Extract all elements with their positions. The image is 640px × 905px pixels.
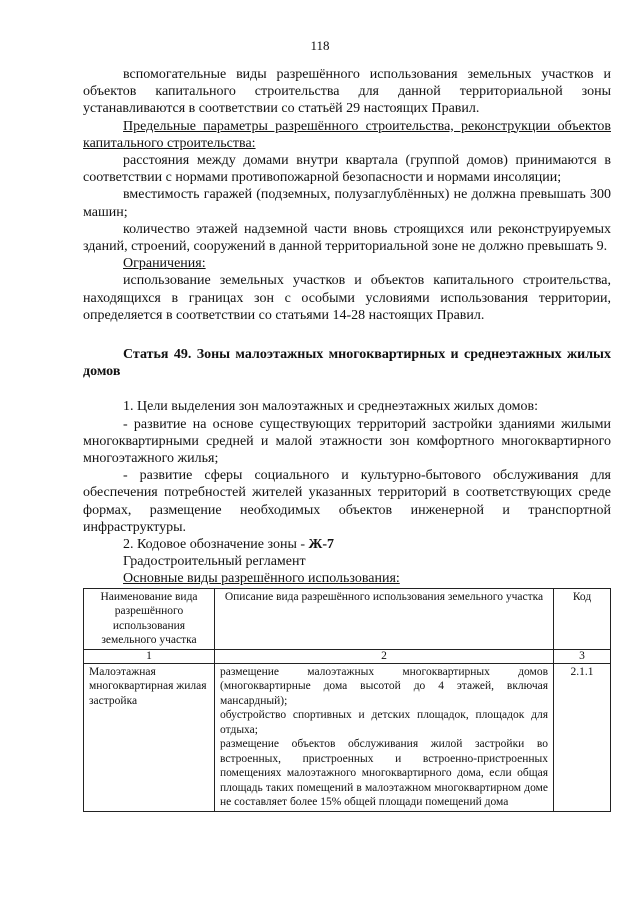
paragraph-floor-count: количество этажей надземной части вновь строящихся или реконструируемых зданий, строений, сооружений в данной территориальной зоне не должно превышать 9. — [83, 221, 611, 255]
paragraph-auxiliary-uses: вспомогательные виды разрешённого использования земельных участков и объектов капитального строительства для данной территориальной зоны устанавливаются в соответствии со статьёй 29 настоящих Правил. — [83, 67, 611, 117]
limit-params-heading: Предельные параметры разрешённого строительства, реконструкции объектов капитального строительства: — [83, 118, 611, 151]
header-name: Наименование вида разрешённого использования земельного участка — [84, 588, 215, 649]
paragraph-house-distances: расстояния между домами внутри квартала (группой домов) принимаются в соответствии с нормами противопожарной безопасности и нормами инсоляции; — [83, 153, 611, 186]
restrictions-heading: Ограничения: — [123, 256, 206, 272]
document-body — [83, 66, 611, 812]
header-code: Код — [554, 588, 611, 649]
paragraph-restrictions: использование земельных участков и объектов капитального строительства, находящихся в границах зон с особыми условиями использования территории, определяется в соответствии со статьями 14-28 настоящих Правил. — [83, 273, 611, 323]
table-header-row — [84, 588, 611, 649]
goals-title: 1. Цели выделения зон малоэтажных и среднеэтажных жилых домов: — [123, 399, 538, 415]
table-column-number-row — [84, 649, 611, 663]
description-line-2: обустройство спортивных и детских площадок, площадок для отдыха; — [220, 709, 548, 736]
paragraph-restrictions-heading — [83, 255, 611, 272]
article-heading: Статья 49. Зоны малоэтажных многоквартирных и среднеэтажных жилых домов — [83, 347, 611, 380]
use-description-cell — [215, 663, 554, 811]
use-name-cell: Малоэтажная многоквартирная жилая застройка — [84, 663, 215, 811]
main-uses-heading-line — [83, 570, 611, 587]
zone-code-label: 2. Кодовое обозначение зоны - — [123, 537, 309, 553]
main-uses-heading: Основные виды разрешённого использования: — [123, 571, 400, 587]
goal-item-1: - развитие на основе существующих территорий застройки зданиями жилыми многоквартирными средней и малой этажности зон комфортного многоквартирного многоэтажного жилья; — [83, 416, 611, 467]
page-number: 118 — [310, 38, 330, 53]
column-number-3: 3 — [554, 649, 611, 663]
header-description: Описание вида разрешённого использования земельного участка — [215, 588, 554, 649]
goal-item-2: - развитие сферы социального и культурно-бытового обслуживания для обеспечения потребностей жителей указанных территорий в соответствующих среде формах, размещение необходимых объектов инженерной и транспортной инфраструктуры. — [83, 468, 611, 535]
uses-table — [83, 588, 611, 812]
description-line-3: размещение объектов обслуживания жилой застройки во встроенных, пристроенных и встроенно-пристроенных помещениях малоэтажного многоквартирного дома, если общая площадь таких помещений в малоэтажном многоквартирном доме не составляет более 15% общей площади помещений дома — [220, 738, 548, 809]
column-number-2: 2 — [215, 649, 554, 663]
use-code-cell: 2.1.1 — [554, 663, 611, 811]
table-row — [84, 663, 611, 811]
paragraph-limit-params-heading — [83, 118, 611, 152]
zone-code-line — [83, 536, 611, 553]
column-number-1: 1 — [84, 649, 215, 663]
zone-code-value: Ж-7 — [308, 537, 335, 553]
paragraph-garage-capacity: вместимость гаражей (подземных, полузаглублённых) не должна превышать 300 машин; — [83, 187, 611, 220]
regulation-title: Градостроительный регламент — [123, 554, 306, 570]
description-line-1: размещение малоэтажных многоквартирных домов (многоквартирные дома высотой до 4 этажей, включая мансардный); — [220, 665, 548, 707]
